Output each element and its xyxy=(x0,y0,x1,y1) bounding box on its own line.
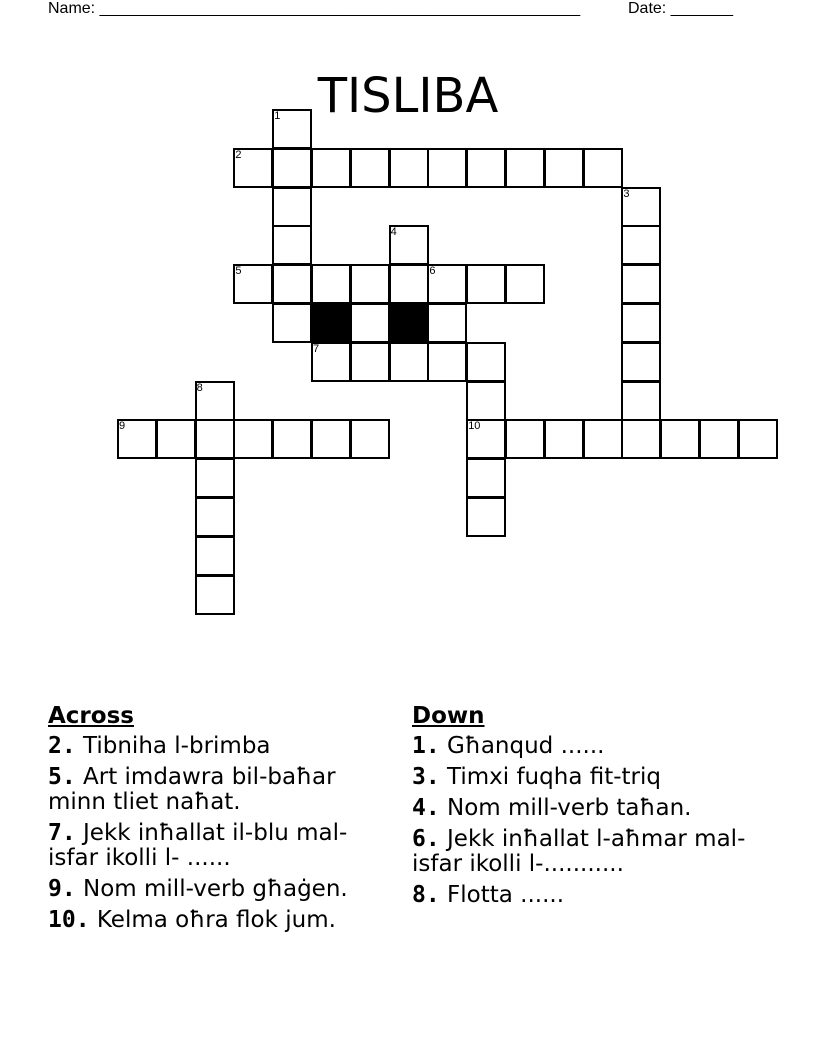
grid-cell[interactable] xyxy=(466,419,506,459)
down-clues xyxy=(412,702,752,914)
grid-cell[interactable] xyxy=(699,419,739,459)
across-clue-list xyxy=(48,734,388,933)
down-clue xyxy=(412,796,752,821)
name-field: Name: ______________________________________________________ xyxy=(48,0,581,17)
across-clue xyxy=(48,765,388,815)
clue-number: 2 xyxy=(235,148,242,161)
grid-cell[interactable] xyxy=(389,264,429,304)
down-clue xyxy=(412,883,752,908)
clue-number: 8 xyxy=(196,381,203,394)
grid-cell[interactable] xyxy=(195,381,235,421)
clue-number: 1. xyxy=(412,733,440,759)
across-clue xyxy=(48,734,388,759)
grid-cell[interactable] xyxy=(156,419,196,459)
grid-cell[interactable] xyxy=(389,225,429,265)
clue-text: Timxi fuqha fit-triq xyxy=(439,764,661,790)
grid-cell[interactable] xyxy=(427,303,467,343)
page-title: TISLIBA xyxy=(317,68,499,125)
grid-cell[interactable] xyxy=(544,419,584,459)
grid-cell[interactable] xyxy=(272,148,312,188)
grid-cell[interactable] xyxy=(738,419,778,459)
clue-number: 7 xyxy=(313,342,320,355)
clue-number: 9 xyxy=(119,420,126,433)
grid-cell[interactable] xyxy=(466,458,506,498)
grid-cell[interactable] xyxy=(350,148,390,188)
clue-text: Jekk inħallat il-blu mal-isfar ikolli l- ...... xyxy=(48,820,348,871)
clue-text: Għanqud ...... xyxy=(439,733,605,759)
grid-cell[interactable] xyxy=(272,109,312,149)
grid-cell[interactable] xyxy=(583,148,623,188)
grid-cell[interactable] xyxy=(505,264,545,304)
clue-number: 9. xyxy=(48,876,76,902)
grid-cell[interactable] xyxy=(660,419,700,459)
grid-cell[interactable] xyxy=(466,342,506,382)
grid-cell[interactable] xyxy=(621,419,661,459)
grid-cell[interactable] xyxy=(233,264,273,304)
clue-number: 1 xyxy=(274,110,281,122)
clue-number: 4 xyxy=(390,226,397,239)
grid-cell[interactable] xyxy=(466,381,506,421)
clue-number: 5. xyxy=(48,764,76,790)
grid-cell[interactable] xyxy=(350,264,390,304)
grid-cell[interactable] xyxy=(195,497,235,537)
grid-cell[interactable] xyxy=(389,148,429,188)
down-clue-list xyxy=(412,734,752,908)
grid-cell[interactable] xyxy=(583,419,623,459)
grid-cell[interactable] xyxy=(195,575,235,615)
grid-cell[interactable] xyxy=(311,419,351,459)
grid-cell[interactable] xyxy=(427,342,467,382)
grid-cell[interactable] xyxy=(272,264,312,304)
clue-text: Nom mill-verb għaġen. xyxy=(75,876,348,902)
across-heading: Across xyxy=(48,703,134,729)
grid-cell[interactable] xyxy=(621,381,661,421)
grid-cell[interactable] xyxy=(621,303,661,343)
clue-text: Art imdawra bil-baħar minn tliet naħat. xyxy=(48,764,336,815)
grid-cell[interactable] xyxy=(505,419,545,459)
grid-cell[interactable] xyxy=(350,342,390,382)
grid-cell[interactable] xyxy=(272,187,312,227)
clue-number: 6 xyxy=(429,265,436,278)
grid-cell[interactable] xyxy=(117,419,157,459)
clue-number: 10. xyxy=(48,907,90,933)
down-clue xyxy=(412,827,752,877)
clue-number: 6. xyxy=(412,826,440,852)
across-clue xyxy=(48,821,388,871)
grid-cell[interactable] xyxy=(350,419,390,459)
grid-cell[interactable] xyxy=(233,148,273,188)
clue-text: Kelma oħra flok jum. xyxy=(89,907,336,933)
down-clue xyxy=(412,765,752,790)
grid-cell[interactable] xyxy=(311,264,351,304)
down-clue xyxy=(412,734,752,759)
clue-number: 4. xyxy=(412,795,440,821)
clue-number: 10 xyxy=(468,420,481,433)
clue-number: 3 xyxy=(623,187,630,200)
grid-cell[interactable] xyxy=(621,264,661,304)
clue-text: Nom mill-verb taħan. xyxy=(439,795,692,821)
clue-number: 5 xyxy=(235,265,242,278)
clue-number: 2. xyxy=(48,733,76,759)
grid-cell[interactable] xyxy=(621,187,661,227)
across-clue xyxy=(48,877,388,902)
grid-cell[interactable] xyxy=(427,264,467,304)
grid-block xyxy=(389,303,429,343)
grid-cell[interactable] xyxy=(272,303,312,343)
down-heading: Down xyxy=(412,703,485,729)
grid-cell[interactable] xyxy=(621,225,661,265)
grid-cell[interactable] xyxy=(427,148,467,188)
grid-cell[interactable] xyxy=(350,303,390,343)
grid-cell[interactable] xyxy=(466,148,506,188)
date-field: Date: _______ xyxy=(628,0,733,17)
grid-cell[interactable] xyxy=(311,148,351,188)
across-clues xyxy=(48,702,388,939)
grid-cell[interactable] xyxy=(544,148,584,188)
across-clue xyxy=(48,908,388,933)
grid-cell[interactable] xyxy=(505,148,545,188)
clue-number: 8. xyxy=(412,882,440,908)
grid-cell[interactable] xyxy=(272,225,312,265)
grid-cell[interactable] xyxy=(272,419,312,459)
clue-text: Flotta ...... xyxy=(439,882,565,908)
grid-cell[interactable] xyxy=(233,419,273,459)
grid-cell[interactable] xyxy=(466,497,506,537)
grid-block xyxy=(311,303,351,343)
clue-number: 3. xyxy=(412,764,440,790)
clue-number: 7. xyxy=(48,820,76,846)
grid-cell[interactable] xyxy=(621,342,661,382)
clue-text: Tibniha l-brimba xyxy=(75,733,271,759)
clue-text: Jekk inħallat l-aħmar mal-isfar ikolli l-........... xyxy=(412,826,746,877)
grid-cell[interactable] xyxy=(389,342,429,382)
grid-cell[interactable] xyxy=(195,458,235,498)
grid-cell[interactable] xyxy=(195,536,235,576)
grid-cell[interactable] xyxy=(311,342,351,382)
grid-cell[interactable] xyxy=(195,419,235,459)
grid-cell[interactable] xyxy=(466,264,506,304)
